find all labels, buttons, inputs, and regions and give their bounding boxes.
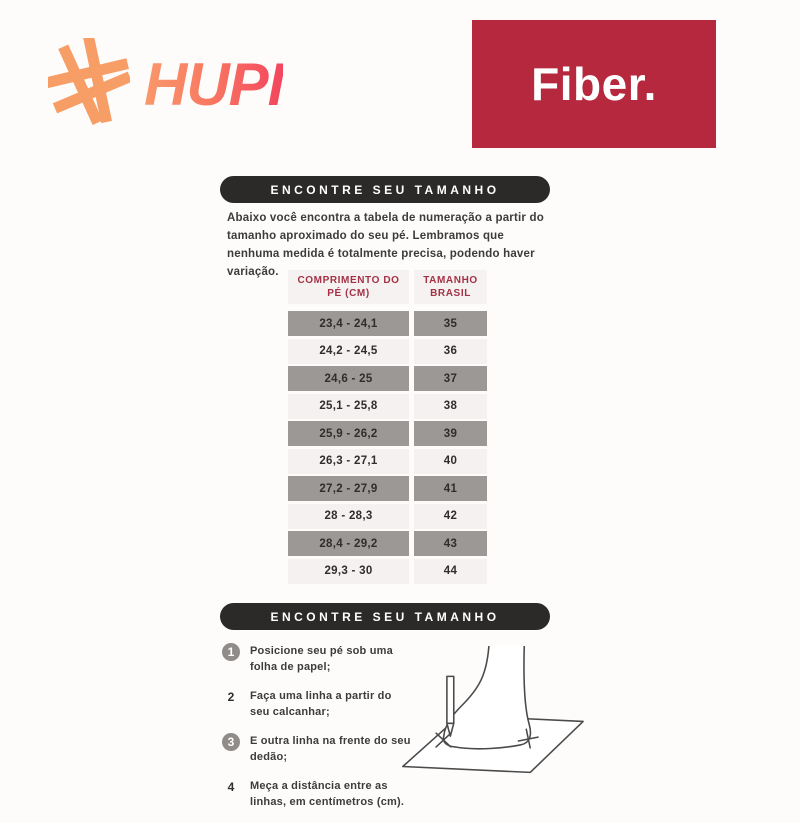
size-cell: 40: [414, 449, 487, 474]
step-text: Faça uma linha a partir do seu calcanhar;: [250, 690, 392, 718]
size-cell: 41: [414, 476, 487, 501]
size-cell: 38: [414, 394, 487, 419]
foot-length-cell: 27,2 - 27,9: [288, 476, 409, 501]
step-item-3: [222, 733, 412, 765]
foot-length-cell: 29,3 - 30: [288, 559, 409, 584]
step-text: E outra linha na frente do seu dedão;: [250, 735, 411, 763]
foot-measuring-illustration: [393, 646, 589, 790]
foot-length-cell: 24,6 - 25: [288, 366, 409, 391]
size-cell: 37: [414, 366, 487, 391]
foot-length-cell: 23,4 - 24,1: [288, 311, 409, 336]
size-table: [288, 270, 487, 586]
fiber-wordmark: Fiber.: [531, 58, 657, 110]
measure-steps: [222, 643, 412, 823]
step-item-2: [222, 688, 412, 720]
hupi-wordmark: HUPI: [144, 50, 284, 118]
step-number: 4: [227, 780, 235, 794]
hupi-asterisk-icon: [48, 38, 130, 126]
table-row: [288, 421, 487, 446]
size-section-description: Abaixo você encontra a tabela de numeração a partir do tamanho aproximado do seu pé. Lembramos que nenhuma medida é totalmente precisa, podendo haver variação.: [227, 212, 544, 278]
size-cell: 43: [414, 531, 487, 556]
foot-length-cell: 25,9 - 26,2: [288, 421, 409, 446]
table-row: [288, 394, 487, 419]
table-row: [288, 311, 487, 336]
step-number: 3: [222, 733, 240, 751]
step-number: 1: [222, 643, 240, 661]
foot-length-cell: 25,1 - 25,8: [288, 394, 409, 419]
hupi-logo: [48, 38, 283, 126]
table-row: [288, 531, 487, 556]
table-row: [288, 504, 487, 529]
size-section-title: ENCONTRE SEU TAMANHO: [270, 182, 500, 197]
size-cell: 42: [414, 504, 487, 529]
size-cell: 44: [414, 559, 487, 584]
table-row: [288, 476, 487, 501]
size-cell: 35: [414, 311, 487, 336]
table-row: [288, 339, 487, 364]
pencil-icon: [447, 676, 454, 723]
foot-length-cell: 26,3 - 27,1: [288, 449, 409, 474]
size-cell: 36: [414, 339, 487, 364]
size-table-header: [288, 270, 487, 304]
table-row: [288, 449, 487, 474]
foot-length-cell: 28 - 28,3: [288, 504, 409, 529]
foot-shape: [443, 646, 530, 749]
measure-section-title: ENCONTRE SEU TAMANHO: [270, 609, 500, 624]
table-row: [288, 366, 487, 391]
step-item-1: [222, 643, 412, 675]
step-text: Meça a distância entre as linhas, em centímetros (cm).: [250, 780, 405, 808]
column-header-brazil-size: TAMANHO BRASIL: [414, 270, 487, 304]
foot-length-cell: 28,4 - 29,2: [288, 531, 409, 556]
step-text: Posicione seu pé sob uma folha de papel;: [250, 645, 393, 673]
size-section-title-pill: [220, 176, 550, 203]
step-item-4: [222, 778, 412, 810]
size-cell: 39: [414, 421, 487, 446]
foot-length-cell: 24,2 - 24,5: [288, 339, 409, 364]
fiber-logo: [472, 20, 716, 148]
table-row: [288, 559, 487, 584]
step-number: 2: [227, 690, 235, 704]
measure-section-title-pill: [220, 603, 550, 630]
column-header-foot-length: COMPRIMENTO DO PÉ (CM): [288, 270, 409, 304]
